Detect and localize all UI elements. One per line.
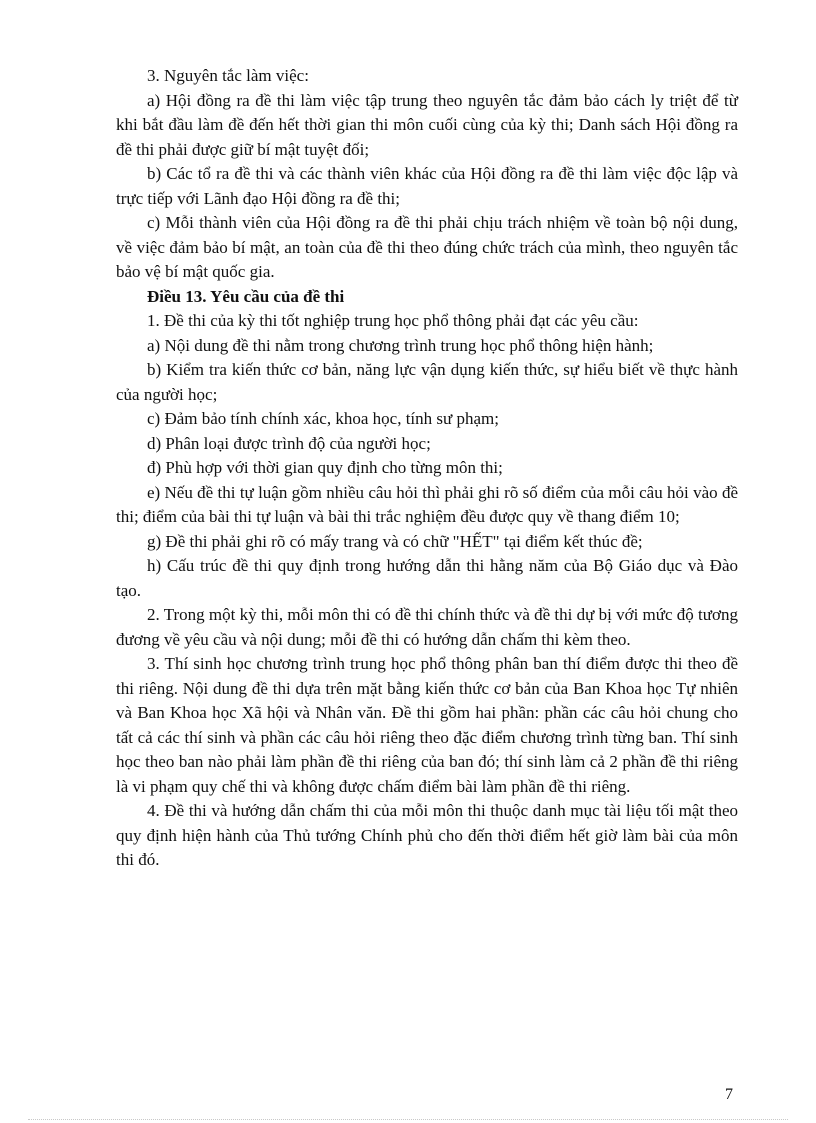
paragraph-working-principles: 3. Nguyên tắc làm việc:: [147, 66, 309, 85]
paragraph-requirement-4: 4. Đề thi và hướng dẫn chấm thi của mỗi môn thi thuộc danh mục tài liệu tối mật theo quy định hiện hành của Thủ tướng Chính phủ cho đến thời điểm hết giờ làm bài của môn thi đó.: [116, 801, 738, 869]
paragraph-requirement-1: 1. Đề thi của kỳ thi tốt nghiệp trung học phổ thông phải đạt các yêu cầu:: [147, 311, 639, 330]
paragraph-requirement-g: g) Đề thi phải ghi rõ có mấy trang và có chữ "HẾT" tại điểm kết thúc đề;: [147, 531, 643, 551]
paragraph-requirement-dd: đ) Phù hợp với thời gian quy định cho từng môn thi;: [147, 458, 503, 477]
paragraph-requirement-c: c) Đảm bảo tính chính xác, khoa học, tính sư phạm;: [147, 409, 499, 428]
article-13-heading: Điều 13. Yêu cầu của đề thi: [147, 286, 345, 306]
page-number: 7: [725, 1086, 733, 1103]
paragraph-requirement-a: a) Nội dung đề thi nằm trong chương trình trung học phổ thông hiện hành;: [147, 335, 654, 355]
paragraph-requirement-3: 3. Thí sinh học chương trình trung học phổ thông phân ban thí điểm được thi theo đề thi riêng. Nội dung đề thi dựa trên mặt bằng kiến thức cơ bản của Ban Khoa học Tự nhiên và Ban Khoa học Xã hội và Nhân văn. Đề thi gồm hai phần: phần các câu hỏi chung cho tất cả các thí sinh và phần các câu hỏi riêng theo đặc điểm chương trình từng ban. Thí sinh học theo ban nào phải làm phần đề thi riêng của ban đó; thí sinh làm cả 2 phần đề thi riêng là vi phạm quy chế thi và không được chấm điểm bài làm phần đề thi riêng.: [116, 654, 738, 796]
paragraph-requirement-2: 2. Trong một kỳ thi, mỗi môn thi có đề thi chính thức và đề thi dự bị với mức độ tương đương về yêu cầu và nội dung; mỗi đề thi có hướng dẫn chấm thi kèm theo.: [116, 605, 738, 649]
document-body: [116, 64, 738, 873]
paragraph-requirement-d: d) Phân loại được trình độ của người học;: [147, 433, 431, 453]
paragraph-requirement-h: h) Cấu trúc đề thi quy định trong hướng dẫn thi hằng năm của Bộ Giáo dục và Đào tạo.: [116, 556, 738, 600]
paragraph-principle-b: b) Các tổ ra đề thi và các thành viên khác của Hội đồng ra đề thi làm việc độc lập và trực tiếp với Lãnh đạo Hội đồng ra đề thi;: [116, 164, 738, 208]
paragraph-requirement-e: e) Nếu đề thi tự luận gồm nhiều câu hỏi thì phải ghi rõ số điểm của mỗi câu hỏi vào đề thi; điểm của bài thi tự luận và bài thi trắc nghiệm đều được quy về thang điểm 10;: [116, 482, 738, 526]
paragraph-principle-c: c) Mỗi thành viên của Hội đồng ra đề thi phải chịu trách nhiệm về toàn bộ nội dung, về việc đảm bảo bí mật, an toàn của đề thi theo đúng chức trách của mình, theo nguyên tắc bảo vệ bí mật quốc gia.: [116, 213, 738, 281]
paragraph-principle-a: a) Hội đồng ra đề thi làm việc tập trung theo nguyên tắc đảm bảo cách ly triệt để từ khi bắt đầu làm đề đến hết thời gian thi môn cuối cùng của kỳ thi; Danh sách Hội đồng ra đề thi phải được giữ bí mật tuyệt đối;: [116, 90, 738, 159]
paragraph-requirement-b: b) Kiểm tra kiến thức cơ bản, năng lực vận dụng kiến thức, sự hiểu biết về thực hành của người học;: [116, 360, 738, 404]
footer-divider: [28, 1119, 788, 1120]
